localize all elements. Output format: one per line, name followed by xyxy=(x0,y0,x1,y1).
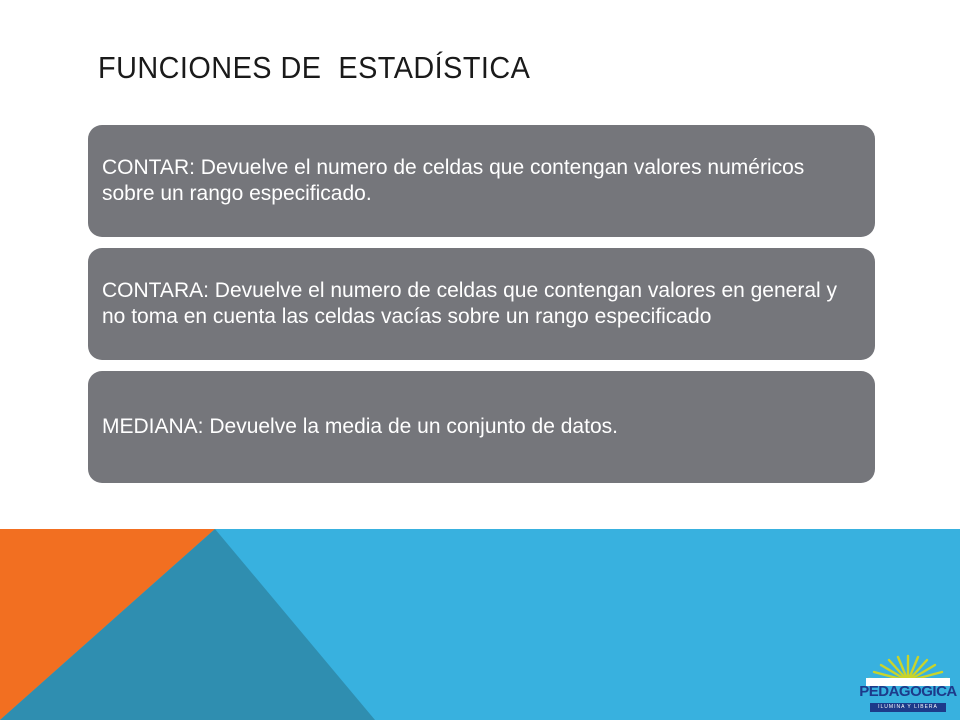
function-box-contara xyxy=(88,248,875,360)
function-box-text: MEDIANA: Devuelve la media de un conjunto de datos. xyxy=(102,415,618,438)
function-box-text: CONTARA: Devuelve el numero de celdas que contengan valores en general y no toma en cuenta las celdas vacías sobre un rango especificado xyxy=(102,279,838,328)
sun-rays-icon xyxy=(856,650,960,686)
pedagogica-logo xyxy=(856,650,960,720)
function-box-text: CONTAR: Devuelve el numero de celdas que contengan valores numéricos sobre un rango especificado. xyxy=(102,156,805,205)
slide-title: FUNCIONES DE ESTADÍSTICA xyxy=(98,50,531,85)
decorative-banner xyxy=(0,529,960,720)
logo-tagline: ILUMINA Y LIBERA xyxy=(870,703,946,712)
function-box-mediana xyxy=(88,371,875,483)
function-box-contar xyxy=(88,125,875,237)
logo-name: PEDAGOGICA xyxy=(859,683,957,700)
